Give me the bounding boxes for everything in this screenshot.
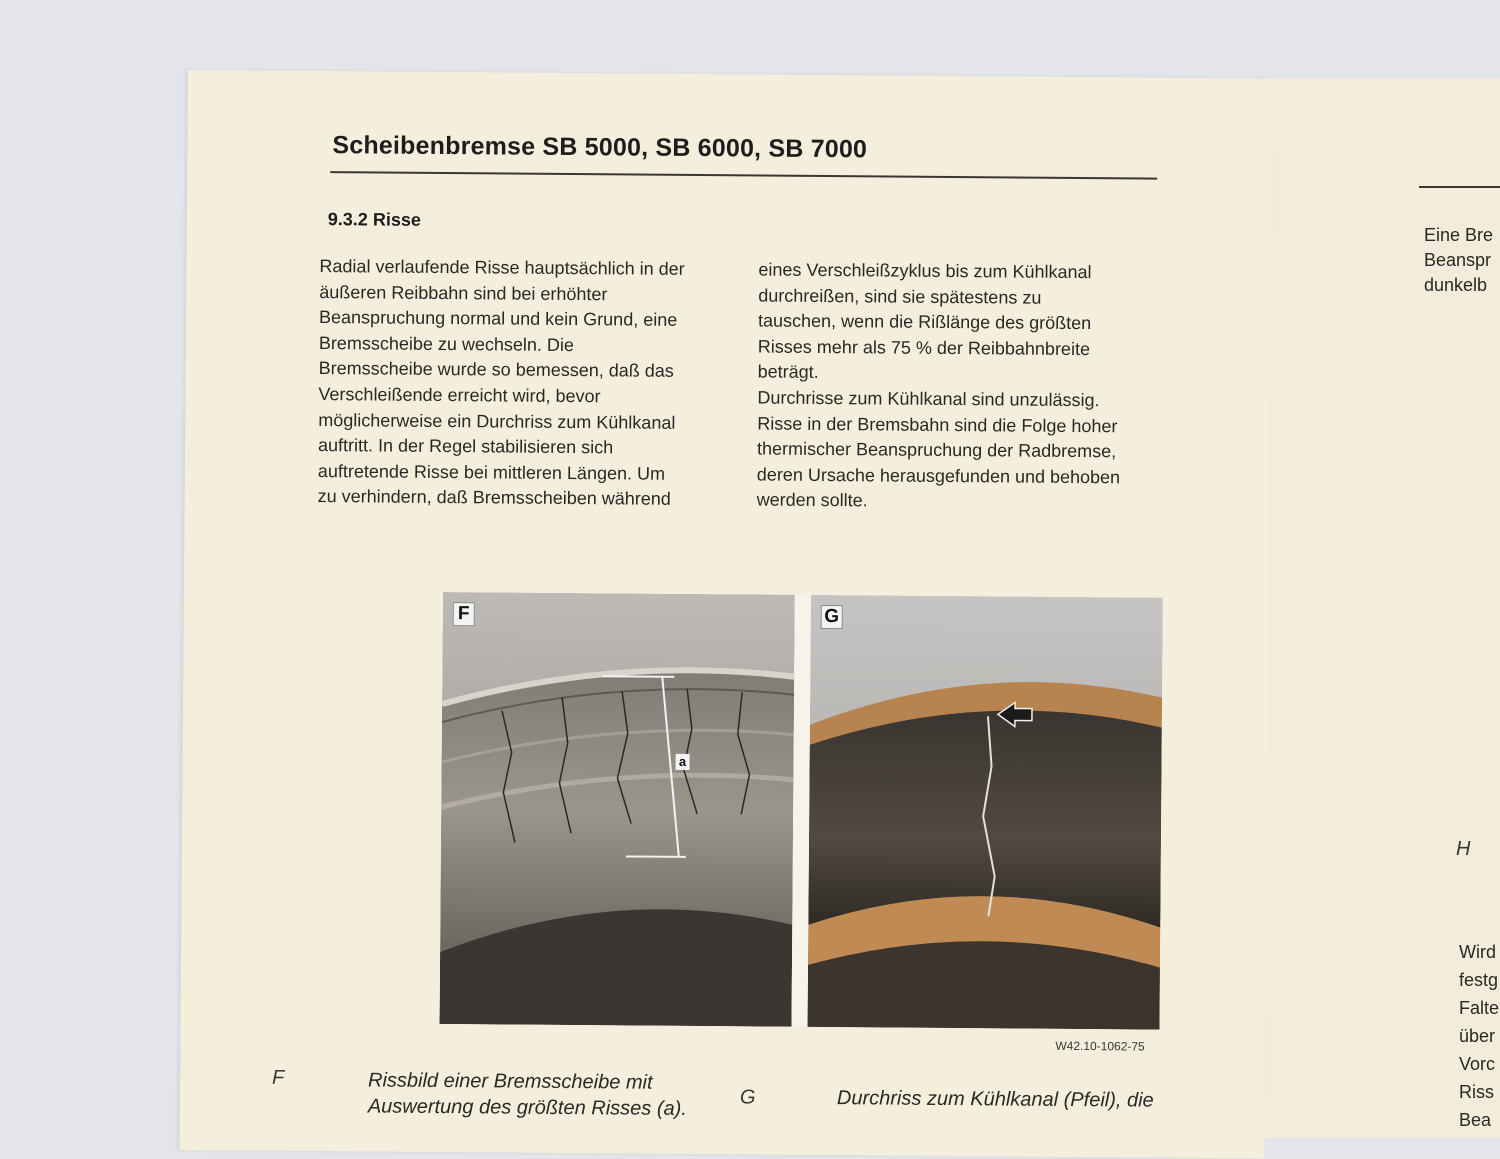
caption-line: Auswertung des größten Risses (a). [368,1093,687,1122]
text-line: Beanspruchung normal und kein Grund, eine [319,305,729,334]
heading-rule [330,171,1157,179]
text-line: Bremsscheibe wurde so bemessen, daß das [319,356,729,385]
text-line: thermischer Beanspruchung der Radbremse, [757,437,1167,466]
page-heading: Scheibenbremse SB 5000, SB 6000, SB 7000 [332,131,867,164]
text-line: Bremsscheibe zu wechseln. Die [319,331,729,360]
figure-label-g: G [821,605,843,629]
caption-g [837,1085,1154,1113]
brake-disc-through-crack-photo [808,595,1163,1030]
text-line: auftretende Risse bei mittleren Längen. Um [318,459,728,488]
text-line: zu verhindern, daß Bremsscheiben während [318,484,728,513]
figure-code: W42.10-1062-75 [1055,1039,1144,1054]
caption-line: Rissbild einer Bremsscheibe mit [368,1067,687,1096]
text-line: werden sollte. [757,488,1167,517]
text-line: Risses mehr als 75 % der Reibbahnbreite [758,334,1168,363]
next-page-top-text [1424,223,1493,298]
next-page-line: Vorc [1459,1050,1499,1078]
caption-f [368,1067,687,1122]
text-line: tauschen, wenn die Rißlänge des größten [758,309,1168,338]
text-line: deren Ursache herausgefunden und behoben [757,462,1167,491]
caption-letter-g: G [740,1086,756,1109]
text-line: durchreißen, sind sie spätestens zu [758,283,1168,312]
text-column-left [318,254,730,513]
next-page-line: Wird [1459,938,1499,966]
caption-line: Durchriss zum Kühlkanal (Pfeil), die [837,1085,1154,1113]
caption-letter-f: F [272,1067,284,1090]
manual-page [180,70,1273,1158]
next-page-line: über [1459,1022,1499,1050]
text-line: eines Verschleißzyklus bis zum Kühlkanal [758,257,1168,286]
next-page-figure-letter: H [1456,838,1470,861]
next-page-line: Bea [1459,1106,1499,1134]
next-page-line: Falte [1459,994,1499,1022]
next-page-line: Eine Bre [1424,223,1493,248]
next-page-line: dunkelb [1424,273,1493,298]
next-page [1262,78,1500,1138]
text-line: äußeren Reibbahn sind bei erhöhter [319,280,729,309]
figure [440,592,1163,1030]
next-page-line: Beanspr [1424,248,1493,273]
text-line: auftritt. In der Regel stabilisieren sich [318,433,728,462]
section-title: 9.3.2 Risse [328,209,421,231]
next-page-line: Riss [1459,1078,1499,1106]
crack-length-label: a [676,754,690,770]
text-line: Verschleißende erreicht wird, bevor [318,382,728,411]
brake-disc-illustration [808,595,1163,1030]
text-column-right [757,257,1169,516]
text-line: Durchrisse zum Kühlkanal sind unzulässig. [757,385,1167,414]
text-line: Radial verlaufende Risse hauptsächlich in der [319,254,729,283]
next-page-heading-rule [1419,186,1500,188]
brake-disc-crack-photo [440,592,795,1027]
next-page-line: festg [1459,966,1499,994]
brake-disc-illustration [440,592,795,1027]
text-line: möglicherweise ein Durchriss zum Kühlkanal [318,408,728,437]
text-line: beträgt. [758,360,1168,389]
text-line: Risse in der Bremsbahn sind die Folge hoher [757,411,1167,440]
next-page-bottom-text [1459,938,1499,1134]
figure-label-f: F [453,602,475,626]
